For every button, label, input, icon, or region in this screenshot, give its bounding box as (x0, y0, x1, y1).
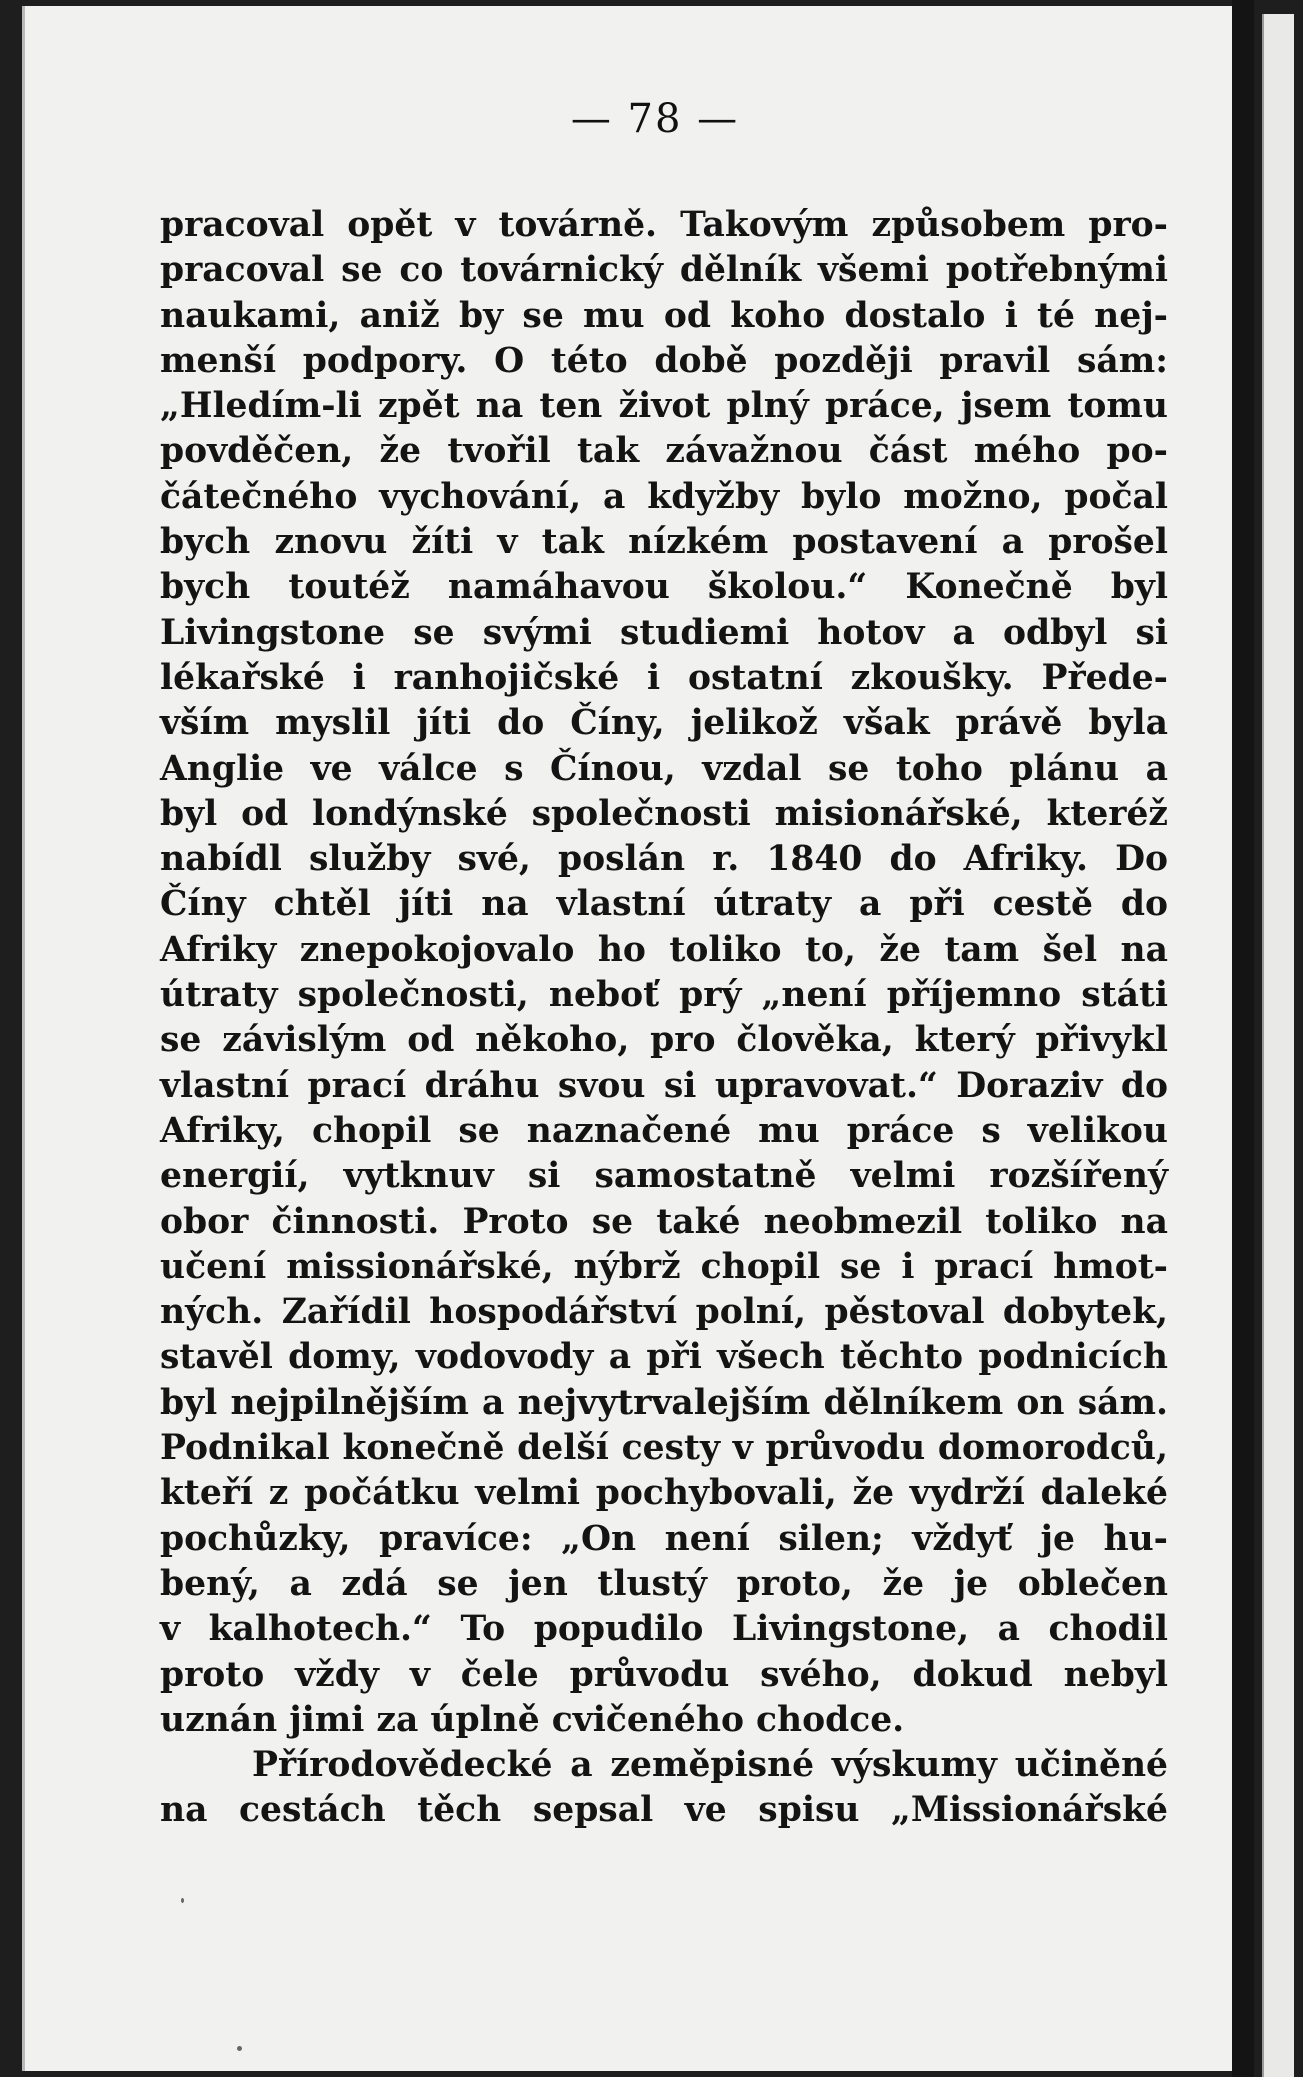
text-line: byl nejpilnějším a nejvytrvalejším dělníkem on sám. (160, 1382, 1168, 1423)
text-line: vším myslil jíti do Číny, jelikož však právě byla (160, 703, 1168, 744)
text-line: čátečného vychování, a kdyžby bylo možno, počal (160, 476, 1168, 517)
text-line: učení missionářské, nýbrž chopil se i prací hmot- (160, 1246, 1168, 1287)
text-line: byl od londýnské společnosti misionářské, kteréž (160, 793, 1168, 834)
body-text (160, 203, 1168, 1834)
text-line: Číny chtěl jíti na vlastní útraty a při cestě do (160, 884, 1168, 925)
text-line: menší podpory. O této době později pravil sám: (160, 340, 1168, 381)
text-line: povděčen, že tvořil tak závažnou část mého po- (160, 431, 1168, 472)
text-line: Anglie ve válce s Čínou, vzdal se toho plánu a (160, 748, 1168, 789)
text-line: Afriky, chopil se naznačené mu práce s velikou (160, 1110, 1168, 1151)
text-line: ných. Zařídil hospodářství polní, pěstoval dobytek, (160, 1292, 1168, 1333)
ink-speck (181, 1898, 184, 1903)
text-line: obor činnosti. Proto se také neobmezil toliko na (160, 1201, 1168, 1242)
text-line: bych znovu žíti v tak nízkém postavení a prošel (160, 522, 1168, 563)
text-line: na cestách těch sepsal ve spisu „Missionářské (160, 1790, 1168, 1831)
text-line: pracoval opět v továrně. Takovým způsobem pro- (160, 205, 1168, 245)
page-gutter (1232, 0, 1254, 2077)
text-line: nabídl služby své, poslán r. 1840 do Afriky. Do (160, 839, 1168, 880)
text-line: pracoval se co továrnický dělník všemi potřebnými (160, 250, 1168, 291)
text-line: stavěl domy, vodovody a při všech těchto podnicích (160, 1337, 1168, 1378)
text-line: kteří z počátku velmi pochybovali, že vydrží daleké (160, 1473, 1168, 1514)
next-page-edge (1262, 14, 1294, 2077)
text-line: v kalhotech.“ To popudilo Livingstone, a chodil (160, 1609, 1168, 1650)
text-line: lékařské i ranhojičské i ostatní zkoušky. Přede- (160, 657, 1168, 698)
text-line: se závislým od někoho, pro člověka, který přivykl (160, 1020, 1168, 1061)
text-line: bych toutéž namáhavou školou.“ Konečně byl (160, 567, 1168, 608)
text-line: proto vždy v čele průvodu svého, dokud nebyl (160, 1654, 1168, 1695)
text-line: útraty společnosti, neboť prý „není příjemno státi (160, 975, 1168, 1016)
text-line: energií, vytknuv si samostatně velmi rozšířený (160, 1156, 1168, 1197)
text-line: Afriky znepokojovalo ho toliko to, že tam šel na (160, 929, 1168, 970)
text-line: „Hledím-li zpět na ten život plný práce, jsem tomu (160, 386, 1168, 427)
text-line: vlastní prací dráhu svou si upravovat.“ Doraziv do (160, 1065, 1168, 1106)
text-line: uznán jimi za úplně cvičeného chodce. (160, 1699, 905, 1740)
text-line: Livingstone se svými studiemi hotov a odbyl si (160, 612, 1168, 653)
page-number: — 78 — (570, 96, 740, 142)
text-line: Přírodovědecké a zeměpisné výskumy učiněné (252, 1745, 1168, 1786)
text-line: bený, a zdá se jen tlustý proto, že je oblečen (160, 1563, 1168, 1604)
text-line: Podnikal konečně delší cesty v průvodu domorodců, (160, 1428, 1168, 1469)
text-line: naukami, aniž by se mu od koho dostalo i té nej- (160, 295, 1168, 336)
ink-speck (237, 2046, 242, 2051)
text-line: pochůzky, pravíce: „On není silen; vždyť je hu- (160, 1518, 1168, 1559)
